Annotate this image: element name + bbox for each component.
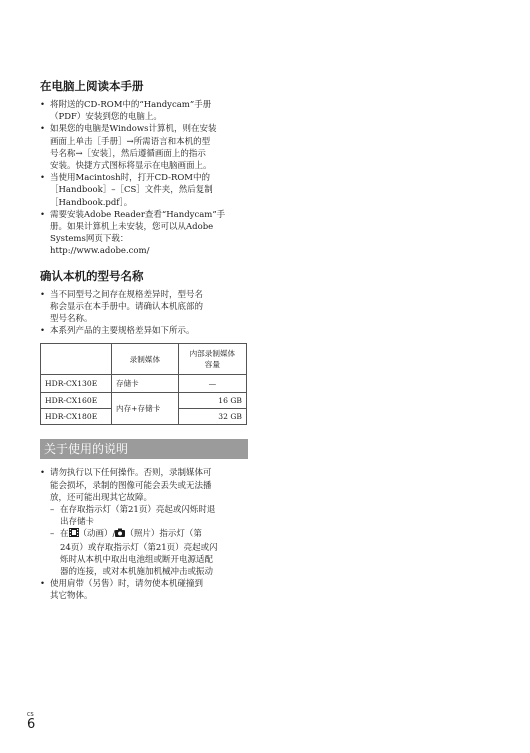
content-column [40, 78, 248, 603]
usage-notes-list [40, 467, 248, 602]
capacity-cell: 32 GB [178, 409, 246, 425]
language-code: CS [27, 712, 34, 718]
list-item: • 如果您的电脑是Windows计算机，则在安装 画面上单击［手册］→所需语言和本机的型 号名称→［安装］，然后遵循画面上的指示 安装。快捷方式图标将显示在电脑画面上。 [40, 123, 248, 172]
table-header-capacity: 内部录制媒体 容量 [178, 344, 246, 375]
capacity-cell: — [178, 375, 246, 393]
list-item: • 当不同型号之间存在规格差异时，型号名 称会显示在本手册中。请确认本机底部的 型号名称。 [40, 289, 248, 326]
movie-icon [69, 528, 79, 541]
list-item: • 请勿执行以下任何操作。否则，录制媒体可 能会损坏，录制的图像可能会丢失或无法播 放，还可能出现其它故障。 – 在存取指示灯（第21页）亮起或闪烁时退 出存储卡 – 在 （动画）/ （照片）指示灯（第 24页）或存取指示灯（第21页）亮起或闪 烁时从本机中取出电池组或断开电源适配 器的连接，或对本机施加机械冲击或振动 [40, 467, 248, 578]
model-cell: HDR-CX180E [41, 409, 112, 425]
list-item: • 使用肩带（另售）时，请勿使本机碰撞到 其它物体。 [40, 578, 248, 602]
sub-list [50, 504, 248, 578]
adobe-url: http://www.adobe.com/ [50, 246, 150, 257]
media-cell: 存储卡 [112, 375, 179, 393]
capacity-cell: 16 GB [178, 393, 246, 409]
model-name-list [40, 289, 248, 338]
table-row [41, 393, 247, 409]
list-item: • 需要安装Adobe Reader查看“Handycam”手 册。如果计算机上未安装，您可以从Adobe Systems网页下载： http://www.adobe.com/ [40, 209, 248, 258]
sub-list-item: – 在 （动画）/ （照片）指示灯（第 24页）或存取指示灯（第21页）亮起或闪 烁时从本机中取出电池组或断开电源适配 器的连接，或对本机施加机械冲击或振动 [50, 528, 248, 578]
camera-icon [115, 528, 125, 541]
section-title-usage-notes: 关于使用的说明 [40, 439, 248, 459]
page-number: 6 [27, 717, 36, 732]
table-header-model [41, 344, 112, 375]
list-item: • 当使用Macintosh时，打开CD-ROM中的 ［Handbook］–［CS］文件夹，然后复制 ［Handbook.pdf］。 [40, 172, 248, 209]
table-header-media: 录制媒体 [112, 344, 179, 375]
table-row [41, 375, 247, 393]
model-cell: HDR-CX160E [41, 393, 112, 409]
section-title-read-manual: 在电脑上阅读本手册 [40, 79, 144, 93]
list-item: • 将附送的CD-ROM中的“Handycam”手册 （PDF）安装到您的电脑上。 [40, 99, 248, 123]
sub-list-item: – 在存取指示灯（第21页）亮起或闪烁时退 出存储卡 [50, 504, 248, 528]
table-header-row [41, 344, 247, 375]
section-title-model-name: 确认本机的型号名称 [40, 268, 144, 283]
spec-table [40, 343, 247, 425]
list-item: • 本系列产品的主要规格差异如下所示。 [40, 325, 248, 337]
media-cell: 内存+存储卡 [112, 393, 179, 425]
read-manual-list [40, 99, 248, 258]
model-cell: HDR-CX130E [41, 375, 112, 393]
